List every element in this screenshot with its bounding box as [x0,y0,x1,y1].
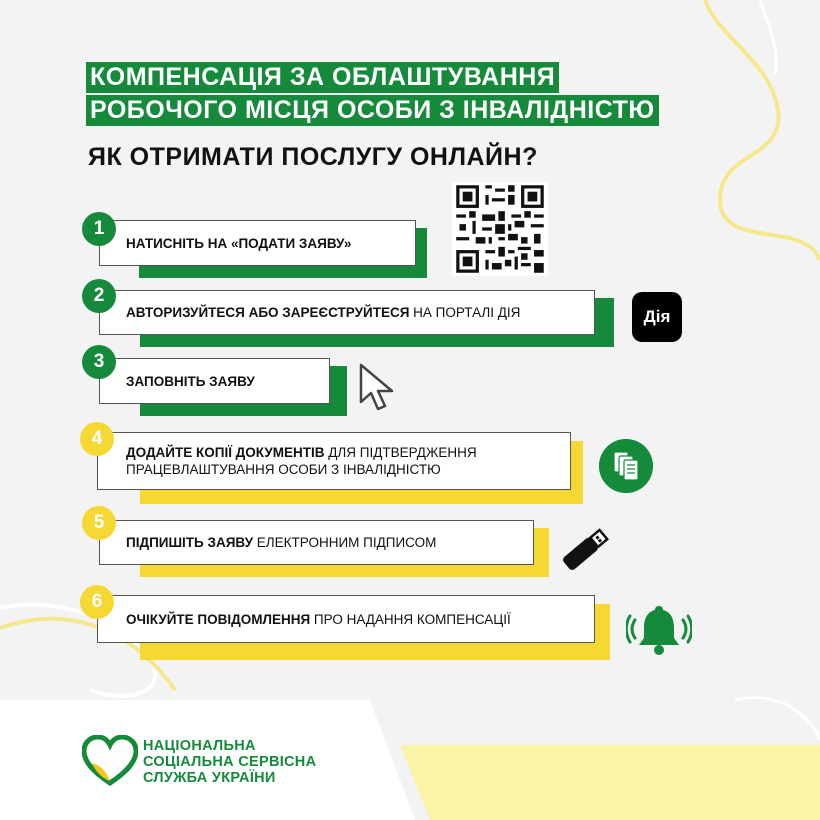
logo-heart-icon [82,735,138,787]
step-4-text: ДОДАЙТЕ КОПІЇ ДОКУМЕНТІВ ДЛЯ ПІДТВЕРДЖЕННЯ ПРАЦЕВЛАШТУВАННЯ ОСОБИ З ІНВАЛІДНІСТЮ [126,445,477,477]
bell-icon [626,602,692,658]
step-2-number: 2 [82,279,116,313]
documents-icon [599,439,653,493]
step-6-text: ОЧІКУЙТЕ ПОВІДОМЛЕННЯ ПРО НАДАННЯ КОМПЕНСАЦІЇ [126,611,511,627]
step-1-card [99,220,416,266]
step-3-number: 3 [82,345,116,379]
step-5-text: ПІДПИШІТЬ ЗАЯВУ ЕЛЕКТРОННИМ ПІДПИСОМ [126,535,437,550]
step-1-text: НАТИСНІТЬ НА «ПОДАТИ ЗАЯВУ» [126,235,352,251]
qr-code-icon[interactable] [452,182,548,276]
step-5-card [99,520,534,565]
subtitle: ЯК ОТРИМАТИ ПОСЛУГУ ОНЛАЙН? [88,143,538,171]
step-2-card [99,290,595,335]
usb-key-icon [555,522,615,578]
step-6-card [97,595,595,643]
diia-app-icon[interactable]: Дія [632,292,682,342]
step-3-text: ЗАПОВНІТЬ ЗАЯВУ [126,373,255,389]
page-title [86,62,659,126]
step-1-number: 1 [82,212,116,246]
step-2-text: АВТОРИЗУЙТЕСЯ АБО ЗАРЕЄСТРУЙТЕСЯ НА ПОРТАЛІ ДІЯ [126,305,521,320]
step-3-card [99,358,330,404]
title-line-2: РОБОЧОГО МІСЦЯ ОСОБИ З ІНВАЛІДНІСТЮ [86,95,659,126]
title-line-1: КОМПЕНСАЦІЯ ЗА ОБЛАШТУВАННЯ [86,62,559,93]
step-4-number: 4 [80,422,114,456]
step-5-number: 5 [82,506,116,540]
cursor-icon [358,362,402,414]
step-4-card [97,432,571,490]
organization-name [143,738,316,786]
org-name-line-3: СЛУЖБА УКРАЇНИ [143,770,276,786]
org-name-line-1: НАЦІОНАЛЬНА [143,738,256,754]
org-name-line-2: СОЦІАЛЬНА СЕРВІСНА [143,754,317,770]
step-6-number: 6 [80,585,114,619]
